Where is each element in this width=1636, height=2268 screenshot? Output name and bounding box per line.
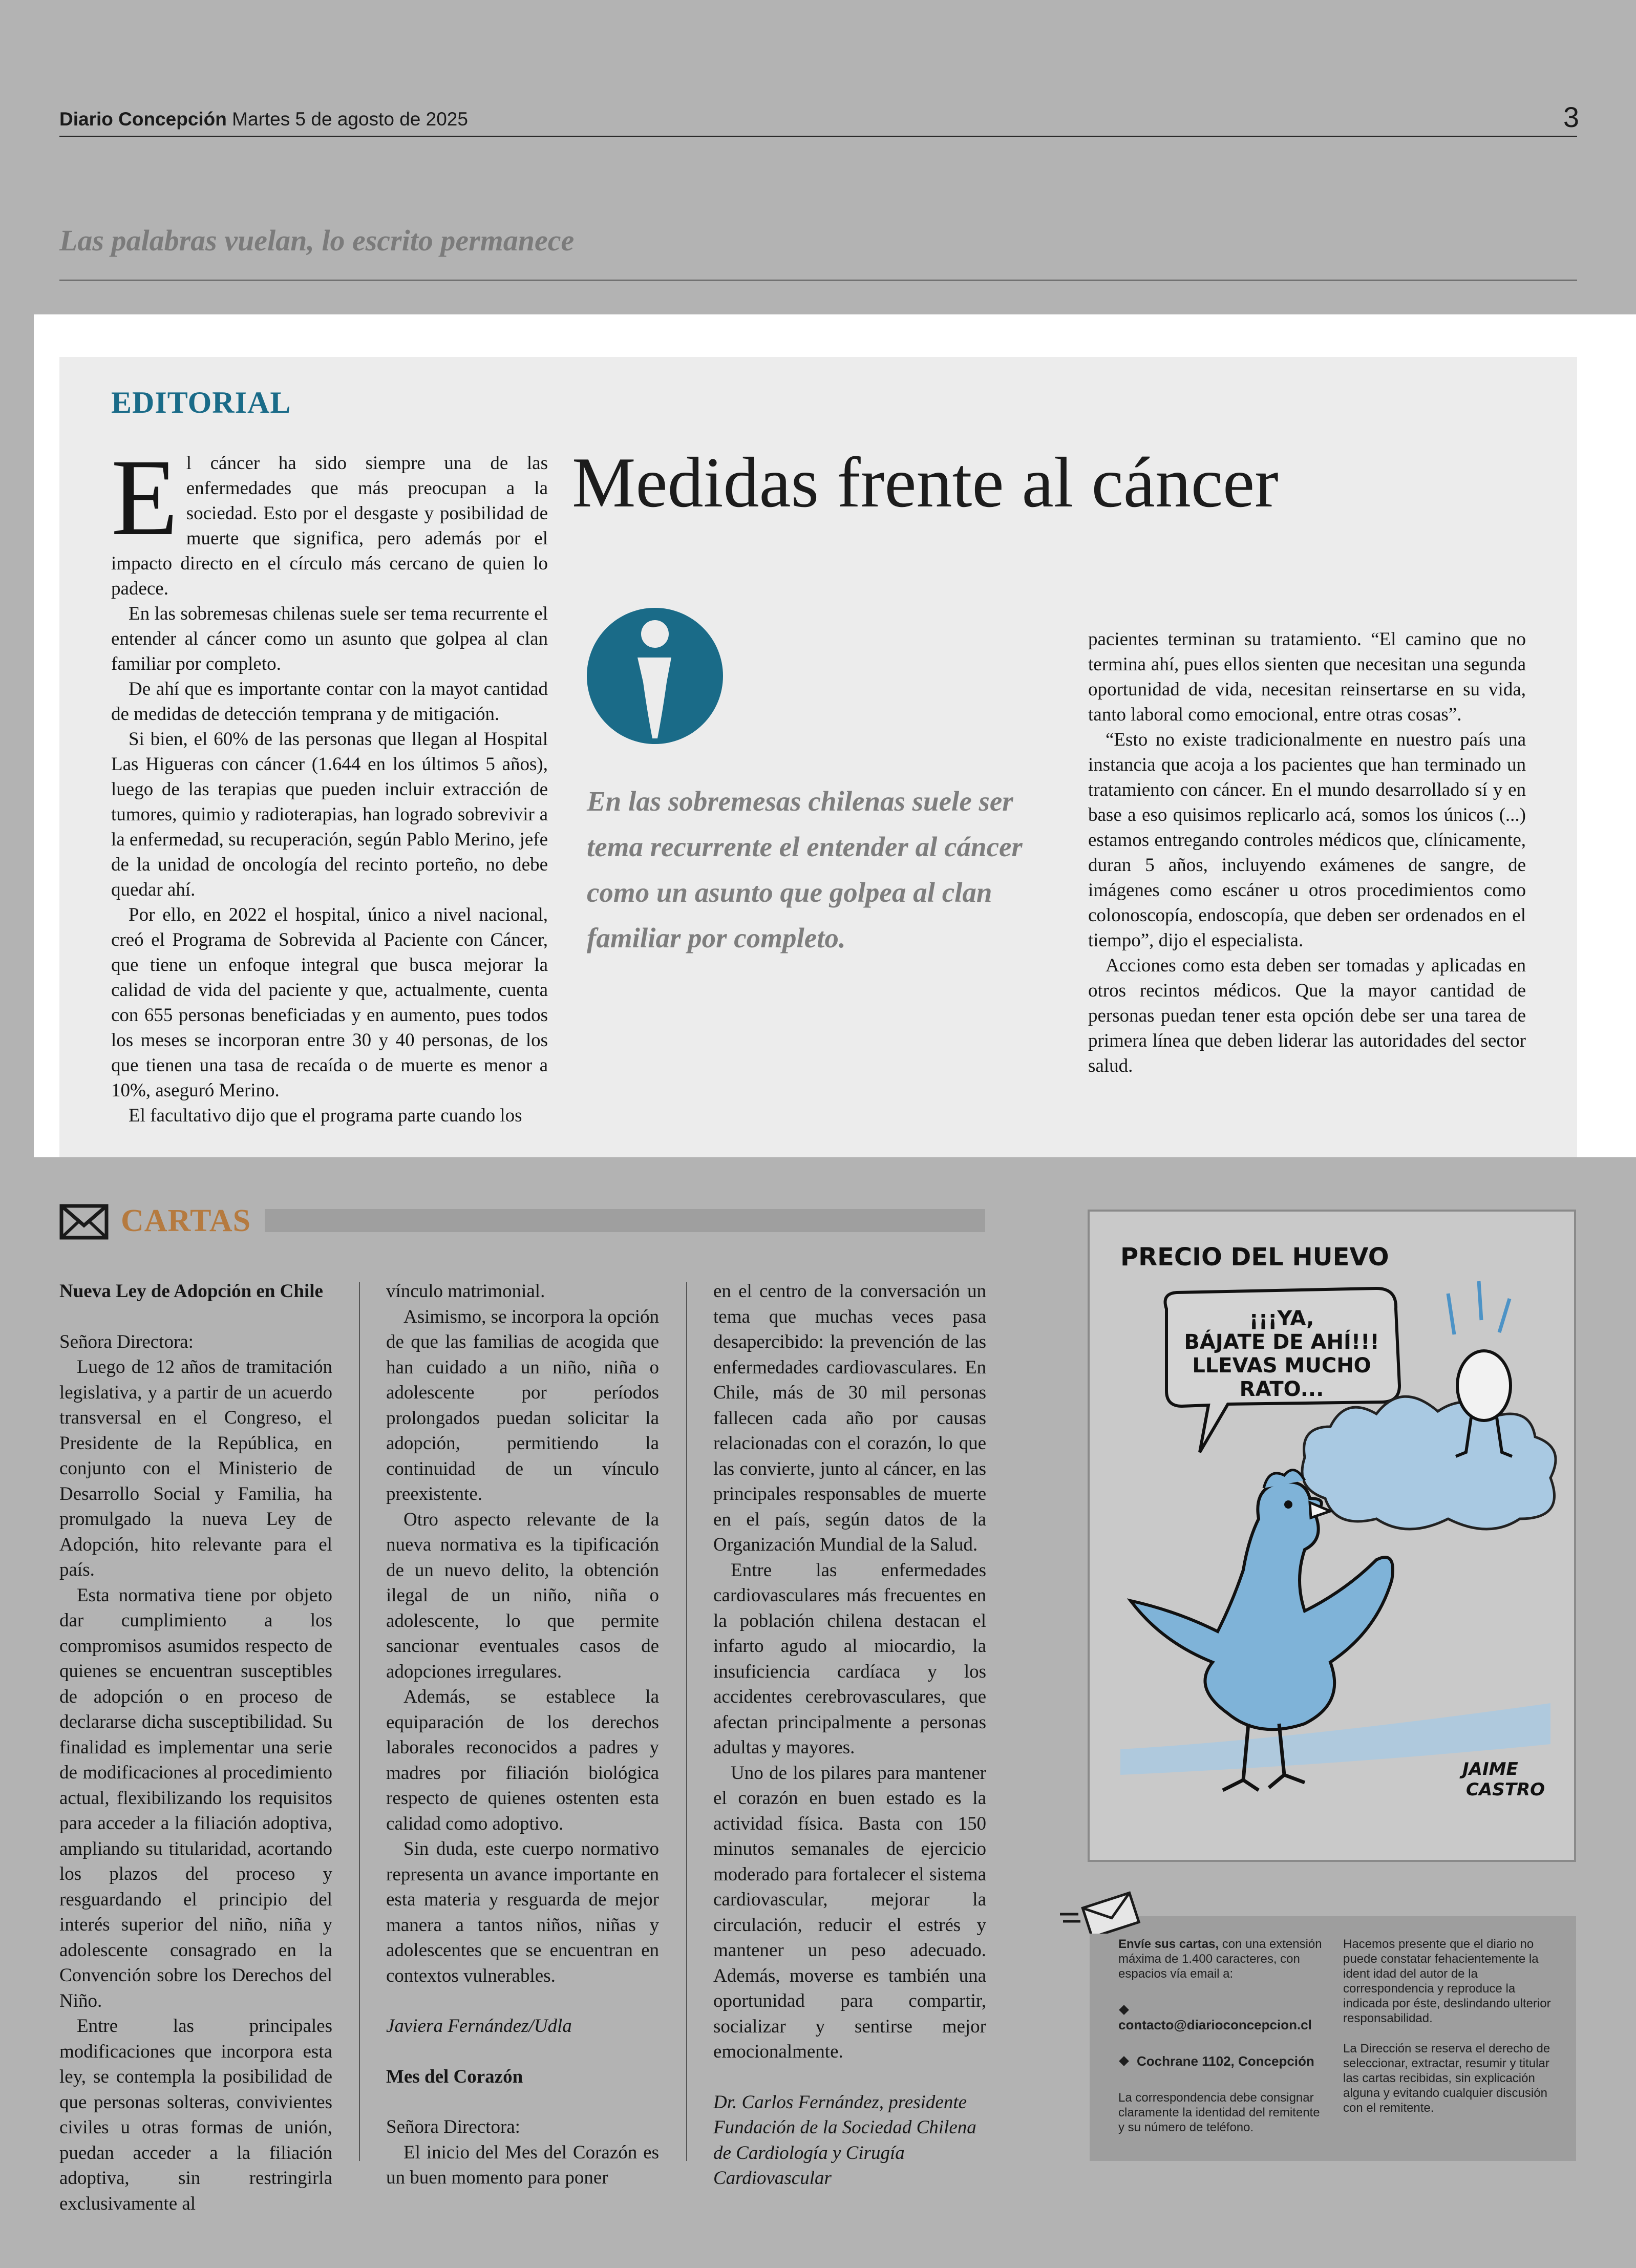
envelope-icon xyxy=(59,1204,109,1240)
letter-paragraph: en el centro de la conversación un tema que muchas veces pasa desapercibido: la prevención de las enfermedades cardiovasculares. En Chile, más de 30 mil personas fallecen cada año por causas relacionadas con el corazón, lo que las convierte, junto al cáncer, en las principales responsables de muerte en el país, según datos de la Organización Mundial de la Salud. xyxy=(713,1281,986,1555)
hen-eye xyxy=(1284,1500,1292,1509)
speech-line: LLEVAS MUCHO xyxy=(1192,1354,1371,1377)
contact-email[interactable]: contacto@diarioconcepcion.cl xyxy=(1118,2017,1312,2032)
section-tagline: Las palabras vuelan, lo escrito permanece xyxy=(59,224,575,257)
paper-name: Diario Concepción xyxy=(59,109,227,130)
speech-line: RATO... xyxy=(1239,1377,1324,1401)
cartoonist-signature: CASTRO xyxy=(1466,1779,1545,1800)
editorial-column-3 xyxy=(1088,627,1526,1078)
info-disclaimer: La Dirección se reserva el derecho de seleccionar, extractar, resumir y titular las cartas recibidas, sin explicación alguna y evitando cualquier discusión con el remitente. xyxy=(1343,2042,1550,2115)
editorial-paragraph: Acciones como esta deben ser tomadas y aplicadas en otros recintos médicos. Que la mayor cantidad de personas puedan tener esta opción debe ser una tarea de primera línea que deben liderar las autoridades del sector salud. xyxy=(1088,955,1526,1076)
editorial-paragraph: En las sobremesas chilenas suele ser tema recurrente el entender al cáncer como un asunto que golpea al clan familiar por completo. xyxy=(111,603,548,674)
info-note: La correspondencia debe consignar claramente la identidad del remitente y su número de teléfono. xyxy=(1118,2091,1320,2134)
masthead xyxy=(59,109,468,130)
page-number: 3 xyxy=(1563,101,1579,133)
column-divider xyxy=(359,1282,360,2161)
tagline-rule xyxy=(59,280,1577,281)
cartas-title-bar xyxy=(265,1209,985,1232)
info-intro xyxy=(1118,1937,1327,1981)
egg xyxy=(1457,1351,1511,1421)
editorial-lead-paragraph xyxy=(111,437,548,601)
letter-heading: Mes del Corazón xyxy=(386,2066,523,2087)
info-intro-text: con una extensión máxima de 1.400 caracteres, con espacios vía email a: xyxy=(1118,1937,1322,1981)
letter-paragraph: Luego de 12 años de tramitación legislativa, y a partir de un acuerdo transversal en el Congreso, el Presidente de la República, en conjunto con el Ministerio de Desarrollo Social y Familia, ha promulgado la nueva Ley de Adopción, hito relevante para el país. xyxy=(59,1356,332,1580)
letter-paragraph: Otro aspecto relevante de la nueva normativa es la tipificación de un nuevo delito, la obtención ilegal de un niño, niña o adolescente, lo que permite sancionar eventuales casos de adopciones irregulares. xyxy=(386,1509,659,1682)
address-item xyxy=(1118,2054,1327,2069)
letter-paragraph: El inicio del Mes del Corazón es un buen momento para poner xyxy=(386,2142,659,2188)
email-item xyxy=(1118,2003,1327,2032)
surprise-lines xyxy=(1448,1281,1510,1334)
letter-paragraph: Entre las enfermedades cardiovasculares más frecuentes en la población chilena destacan el infarto agudo al miocardio, la insuficiencia cardíaca y los accidentes cerebrovasculares, que afectan principalmente a personas adultas y mayores. xyxy=(713,1559,986,1758)
letter-salutation: Señora Directora: xyxy=(59,1331,194,1352)
cartoonist-signature: JAIME xyxy=(1462,1759,1518,1779)
letters-column-1 xyxy=(59,1279,332,2216)
letter-paragraph: vínculo matrimonial. xyxy=(386,1281,545,1302)
editorial-pull-quote: En las sobremesas chilenas suele ser tema recurrente el entender al cáncer como un asunto que golpea al clan familiar por completo. xyxy=(587,786,1023,953)
info-box-left xyxy=(1118,1937,1327,2135)
cartoon-title: PRECIO DEL HUEVO xyxy=(1120,1243,1389,1271)
cartas-title: CARTAS xyxy=(121,1203,251,1238)
letter-signature: Dr. Carlos Fernández, presidente Fundación de la Sociedad Chilena de Cardiología y Cirugía Cardiovascular xyxy=(713,2091,976,2189)
editorial-title: Medidas frente al cáncer xyxy=(572,443,1279,522)
letters-column-3 xyxy=(713,1279,986,2191)
letter-paragraph: Entre las principales modificaciones que incorpora esta ley, se contempla la posibilidad de que personas solteras, convivientes civiles u otras formas de unión, puedan acceder a la filiación adoptiva, sin restringirla exclusivamente al xyxy=(59,2016,332,2214)
flying-envelope-icon xyxy=(1054,1882,1141,1934)
header-rule xyxy=(59,136,1577,137)
letter-salutation: Señora Directora: xyxy=(386,2116,520,2137)
lead-text: l cáncer ha sido siempre una de las enfermedades que más preocupan a la sociedad. Esto por el desgaste y posibilidad de muerte que significa, pero además por el impacto directo en el círculo más cercano de quien lo padece. xyxy=(111,453,548,599)
issue-date: Martes 5 de agosto de 2025 xyxy=(232,109,468,130)
speech-line: BÁJATE DE AHÍ!!! xyxy=(1184,1330,1379,1354)
speech-line: ¡¡¡YA, xyxy=(1249,1307,1314,1330)
info-disclaimer: Hacemos presente que el diario no puede constatar fehacientemente la ident idad del autor de la correspondencia y reproduce la indicada por éste, deslindando ulterior responsabilidad. xyxy=(1343,1937,1551,2025)
info-intro-bold: Envíe sus cartas, xyxy=(1118,1937,1219,1951)
cartoon-illustration xyxy=(1090,1212,1574,1860)
letter-signature: Javiera Fernández/Udla xyxy=(386,2016,572,2037)
editorial-paragraph: “Esto no existe tradicionalmente en nuestro país una instancia que acoja a los pacientes que han terminado un tratamiento con cáncer. En el mundo desarrollado sí y en base a eso quisimos replicarlo acá, somos los únicos (...) estamos entregando controles médicos que, clínicamente, duran 5 años, incluyendo exámenes de sangre, de imágenes como escáner u otros procedimientos como colonoscopía, endoscopía, que deben ser ordenados en el tiempo”, dijo el especialista. xyxy=(1088,729,1526,951)
letter-paragraph: Uno de los pilares para mantener el corazón en buen estado es la actividad física. Basta con 150 minutos semanales de ejercicio moderado para fortalecer el sistema cardiovascular, mejorar la circulación, reducir el estrés y mantener un peso adecuado. Además, moverse es también una oportunidad para compartir, socializar y sentirse mejor emocionalmente. xyxy=(713,1762,986,2062)
drop-cap: E xyxy=(111,437,178,558)
postal-address: Cochrane 1102, Concepción xyxy=(1137,2053,1314,2069)
editorial-label: EDITORIAL xyxy=(111,386,291,419)
column-divider xyxy=(686,1282,687,2161)
editorial-paragraph: pacientes terminan su tratamiento. “El camino que no termina ahí, pues ellos sienten que necesitan una segunda oportunidad de vida, necesitan reinsertarse en su vida, tanto laboral como emocional, entre otras cosas”. xyxy=(1088,629,1526,725)
editorial-paragraph: Si bien, el 60% de las personas que llegan al Hospital Las Higueras con cáncer (1.644 en los últimos 5 años), luego de las terapias que pueden incluir extracción de tumores, quimio y radioterapias, han logrado sobrevivir a la enfermedad, su recuperación, según Pablo Merino, jefe de la unidad de oncología del recinto porteño, no debe quedar ahí. xyxy=(111,729,548,900)
editorial-paragraph: De ahí que es importante contar con la mayot cantidad de medidas de detección temprana y de mitigación. xyxy=(111,679,548,725)
cloud xyxy=(1302,1396,1556,1529)
letter-paragraph: Esta normativa tiene por objeto dar cumplimiento a los compromisos asumidos respecto de quienes se encuentran susceptibles de adopción o en proceso de declararse dicha susceptibilidad. Su finalidad es implementar una serie de modificaciones al procedimiento actual, flexibilizando los requisitos para acceder a la filiación adoptiva, ampliando su titularidad, acortando los plazos del proceso y resguardando el principio del interés superior del niño, niña y adolescente consagrado en la Convención sobre los Derechos del Niño. xyxy=(59,1584,332,2011)
editorial-column-1 xyxy=(111,437,548,1128)
letter-paragraph: Asimismo, se incorpora la opción de que las familias de acogida que han cuidado a un niño, niña o adolescente por períodos prolongados puedan solicitar la adopción, permitiendo la continuidad de un vínculo preexistente. xyxy=(386,1306,659,1504)
info-icon xyxy=(586,604,724,748)
info-box-right xyxy=(1343,1937,1553,2115)
letter-heading: Nueva Ley de Adopción en Chile xyxy=(59,1281,323,1302)
letter-paragraph: Además, se establece la equiparación de los derechos laborales reconocidos a padres y madres por filiación biológica respecto de quienes ostenten esta calidad como adoptivo. xyxy=(386,1686,659,1834)
letter-paragraph: Sin duda, este cuerpo normativo representa un avance importante en esta materia y resguarda de mejor manera a tantos niños, niñas y adolescentes que se encuentran en contextos vulnerables. xyxy=(386,1838,659,1986)
editorial-paragraph: Por ello, en 2022 el hospital, único a nivel nacional, creó el Programa de Sobrevida al Paciente con Cáncer, que tiene un enfoque integral que busca mejorar la calidad de vida del paciente y que, actualmente, cuenta con 655 personas beneficiadas y en aumento, pues todos los meses se incorporan entre 30 y 40 personas, de los que tienen una tasa de recaída o de muerte es menor a 10%, aseguró Merino. xyxy=(111,904,548,1101)
letters-column-2 xyxy=(386,1279,659,2191)
editorial-paragraph: El facultativo dijo que el programa parte cuando los xyxy=(129,1105,522,1126)
